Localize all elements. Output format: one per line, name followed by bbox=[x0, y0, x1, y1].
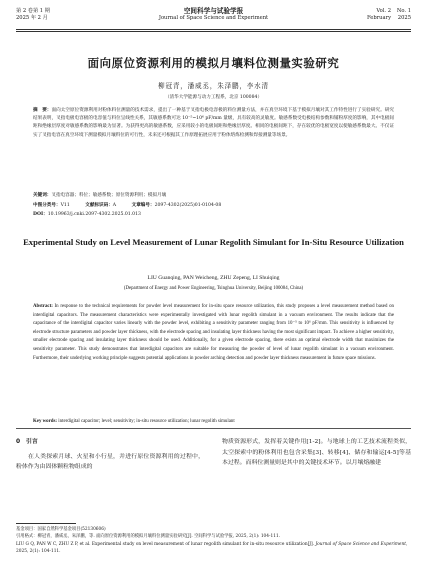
keywords-text-cn: 叉指电容器；料位；敏感系数；原位资源利用；模拟月壤 bbox=[51, 193, 167, 198]
body-column-right bbox=[222, 437, 411, 469]
authors-en: LIU Guanqing, PAN Weicheng, ZHU Zepeng, LI Shuiqing bbox=[147, 275, 280, 281]
affiliation-cn: （清华大学能源与动力工程系，北京 100084） bbox=[164, 95, 263, 100]
citation-en-journal: Journal of Space Science and Experiment bbox=[315, 541, 406, 547]
journal-name-en: Journal of Space Science and Experiment bbox=[158, 15, 269, 21]
keywords-label-cn: 关键词： bbox=[33, 193, 52, 198]
footnotes bbox=[16, 526, 411, 556]
number-label: No. 1 bbox=[396, 8, 411, 14]
keywords-cn bbox=[33, 192, 394, 200]
year-label: 2025 bbox=[397, 15, 411, 21]
body-paragraph-continued: 物质资源形式，发挥着关键作用[1-2]。与地球上的工艺技术流程类似，太空探索中的粉体利用也包含采集[3]、转移[4]、储存和输运[4-5]等基本过程。而料位测量则是其中的关键技术环节。以月壤熔融建 bbox=[222, 439, 411, 467]
paper-title-en: Experimental Study on Level Measurement of Lunar Regolith Simulant for In-Situ Resource Utilization bbox=[23, 237, 404, 247]
abstract-text-cn: 面向太空原位资源利用对粉体料位测量的技术需求，提出了一种基于叉指电极电容极的料位测量方法，并在真空环境下基于模拟月壤对其工作特性进行了实验研究。研究结果表明，叉指电极电容极的电容值与料位呈线性关系，其敏感系数可达 10⁻⁵~10⁶ pF/mm 量级，具有较高的灵敏度。敏感系数受电极结构参数和铺粉厚度的影响，其中电极间距和绝缘层厚度对敏感系数的影响最为显著。为获得更高的敏感系数，应采用较小的电极间距和绝缘层厚度。相同的电极间距下，存在较优的电极宽度以使敏感系数最大。不仅证实了叉指电容在真空环境下测量模拟月壤料位的可行性，未来还可根据其工作原理拓展应用于粉体熔炼检测和焊接测量等场景。 bbox=[33, 108, 394, 138]
keywords-en bbox=[33, 418, 394, 426]
volume-issue-cn: 第 2 卷第 1 期 bbox=[16, 8, 50, 14]
volume-label: Vol. 2 bbox=[376, 8, 391, 14]
abstract-text-en: In response to the technical requirements for powder level measurement for in-situ space resource utilization, this study proposes a level measurement method based on interdigital capacitors. The measurement characteristics were experimentally investigated with lunar regolith simulant in a vacuum environment. The results indicate that the capacitance of the interdigital capacitor varies linearly with the powder level, exhibiting a sensitivity parameter ranging from 10⁻⁵ to 10⁶ pF/mm. This sensitivity is influenced by electrode structure parameters and powder layer thickness, with the electrode spacing and insulating layer thickness having the most significant impact. To achieve a higher sensitivity, smaller electrode spacing and insulating layer thickness should be used. Additionally, for a given electrode spacing, there exists an optimal electrode width that maximizes the sensitivity parameter. This study demonstrates that interdigital capacitors are suitable for measuring the powder of level of lunar regolith simulant in a vacuum environment. Furthermore, their underlying working principle suggests potential applications in powder arching detection and powder layer thickness measurement in future space missions. bbox=[33, 304, 394, 361]
citation-en-part2: , 2025, 2(1): 104-111. bbox=[16, 541, 408, 555]
header-rule-double bbox=[16, 31, 411, 32]
running-header bbox=[16, 8, 411, 30]
body-paragraph: 在人类探索月球、火星和小行星，并进行原位资源利用的过程中，粉体作为由固体颗粒物组成的 bbox=[16, 453, 204, 471]
date-cn: 2025 年 2 月 bbox=[16, 15, 48, 21]
section-heading-intro: 0 引言 bbox=[16, 439, 38, 445]
doi-label: DOI： bbox=[33, 211, 48, 217]
section-divider bbox=[16, 428, 411, 429]
doc-code-label: 文献标识码： bbox=[85, 203, 113, 208]
header-rule bbox=[16, 29, 411, 30]
fund-note: 基金项目：国家自然科学基金项目(52130606) bbox=[16, 527, 106, 532]
doi-value[interactable]: 10.19963/j.cnki.2097-4302.2025.01.013 bbox=[47, 211, 141, 217]
abstract-cn bbox=[33, 107, 394, 140]
citation-cn: 引用格式：柳冠青，潘威丞，朱泽鹏，等. 面向原位资源利用的模拟月壤料位测量实验研究[J]. 空间科学与试验学报, 2025, 2(1): 104-111. bbox=[16, 534, 281, 540]
keywords-label-en: Key words: bbox=[33, 419, 58, 424]
month-label: February bbox=[366, 15, 391, 21]
article-metadata bbox=[33, 202, 394, 219]
doc-code-value: A bbox=[112, 203, 117, 208]
clc-value: V11 bbox=[60, 203, 70, 208]
body-column-left bbox=[16, 437, 204, 473]
keywords-text-en: interdigital capacitor; level; sensitivity; in-situ resource utilization; lunar regolith simulant bbox=[58, 419, 235, 424]
journal-name-cn: 空间科学与试验学报 bbox=[183, 7, 244, 15]
affiliation-en: (Department of Energy and Power Engineering, Tsinghua University, Beijing 100084, China) bbox=[123, 286, 304, 291]
citation-en-part1: LIU G Q, PAN W C, ZHU Z P, et al. Experimental study on level measurement of lunar regolith simulant for in-situ resource utilization[J]. bbox=[16, 541, 315, 547]
footnote-rule bbox=[16, 523, 76, 524]
authors-cn: 柳冠青，潘威丞，朱泽鹏，李水清 bbox=[158, 82, 269, 90]
citation-en bbox=[16, 541, 411, 556]
article-no-label: 文章编号： bbox=[131, 203, 155, 208]
article-no-value: 2097-4302(2025)01-0104-08 bbox=[154, 203, 222, 208]
abstract-label-en: Abstract: bbox=[33, 304, 53, 309]
journal-name bbox=[16, 8, 411, 22]
clc-label: 中图分类号： bbox=[33, 203, 61, 208]
abstract-en bbox=[33, 303, 394, 363]
paper-title-cn: 面向原位资源利用的模拟月壤料位测量实验研究 bbox=[87, 56, 340, 70]
abstract-label-cn: 摘 要： bbox=[33, 108, 52, 113]
issue-info-en bbox=[367, 8, 411, 22]
